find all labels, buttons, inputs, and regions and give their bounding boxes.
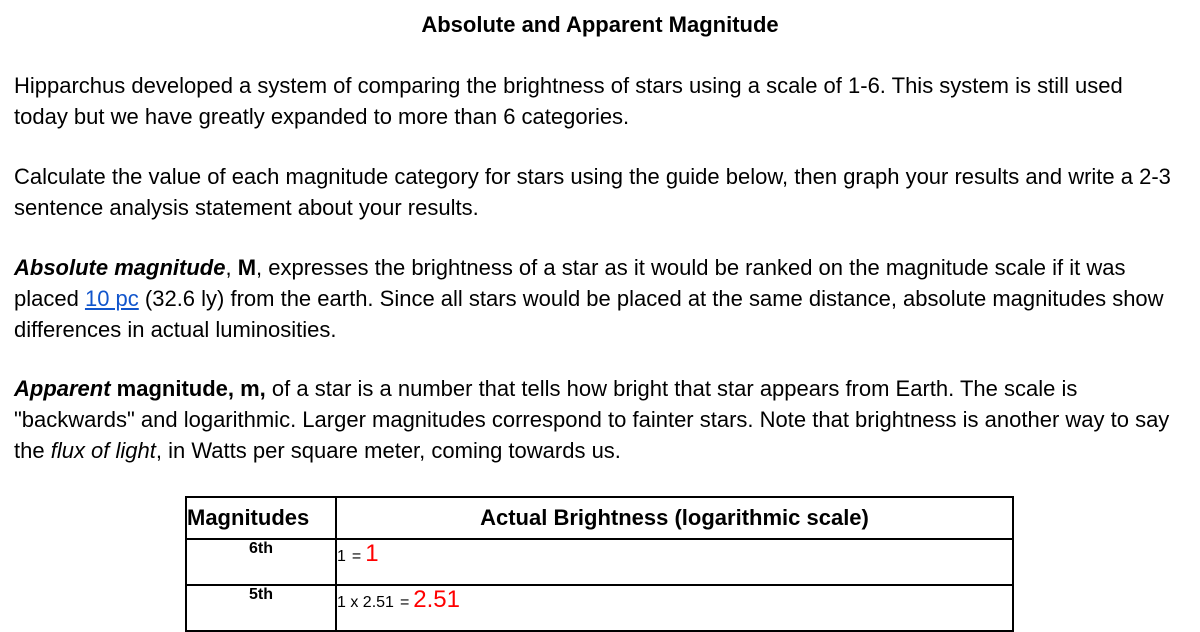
brightness-expression: 1 x 2.51 (337, 594, 394, 611)
apparent-text-part1: of a star is a number that tells how bright that star appears from Earth. The scale is "backwards" and logarithmic. Larger magnitudes correspond to fainter stars. Note that brightness is another way to say the (14, 376, 1170, 463)
absolute-text-before-link: , expresses the brightness of a star as it would be ranked on the magnitude scale if it was placed (14, 255, 1126, 311)
instructions-paragraph: Calculate the value of each magnitude category for stars using the guide below, then graph your results and write a 2-3 sentence analysis statement about your results. (14, 164, 1171, 220)
absolute-magnitude-symbol: M (237, 255, 257, 280)
brightness-cell (336, 539, 1013, 585)
comma-text: , (225, 255, 238, 280)
brightness-cell (336, 585, 1013, 631)
magnitudes-header: Magnitudes (186, 497, 336, 539)
equals-sign: = (399, 594, 410, 611)
brightness-result: 1 (365, 540, 379, 567)
apparent-magnitude-term: Apparent magnitude, m, (14, 376, 266, 401)
absolute-magnitude-paragraph (14, 252, 1174, 345)
equals-sign: = (351, 548, 362, 565)
magnitude-cell: 6th (186, 539, 336, 585)
brightness-header: Actual Brightness (logarithmic scale) (336, 497, 1013, 539)
apparent-magnitude-paragraph (14, 373, 1174, 466)
flux-of-light-phrase: flux of light (50, 438, 156, 463)
ten-parsec-link[interactable]: 10 pc (84, 286, 139, 311)
apparent-text-part2: , in Watts per square meter, coming towards us. (155, 438, 621, 463)
table-row (186, 539, 1013, 585)
brightness-expression: 1 (337, 548, 346, 565)
magnitude-cell: 5th (186, 585, 336, 631)
table-row (186, 585, 1013, 631)
absolute-text-after-link: (32.6 ly) from the earth. Since all stars would be placed at the same distance, absolute magnitudes show differences in actual luminosities. (14, 286, 1164, 342)
brightness-result: 2.51 (413, 586, 460, 613)
magnitude-table (185, 496, 1014, 632)
page-title: Absolute and Apparent Magnitude (421, 12, 779, 37)
table-header-row (186, 497, 1013, 539)
intro-paragraph: Hipparchus developed a system of comparing the brightness of stars using a scale of 1-6. This system is still used today but we have greatly expanded to more than 6 categories. (14, 73, 1123, 129)
absolute-magnitude-term: Absolute magnitude (14, 255, 226, 280)
